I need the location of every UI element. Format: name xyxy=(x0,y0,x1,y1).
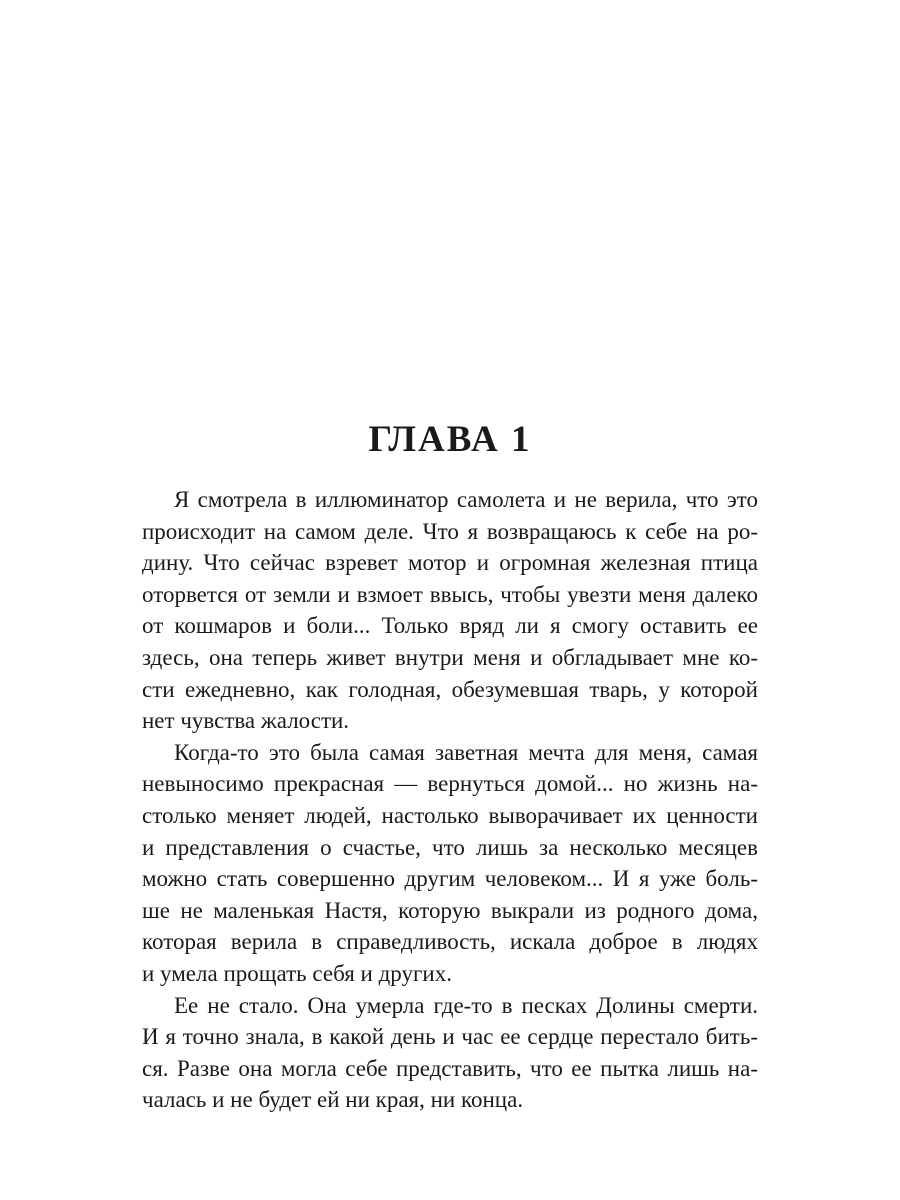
text-line: которая верила в справедливость, искала доброе в людях xyxy=(142,929,758,955)
text-line: здесь, она теперь живет внутри меня и обгладывает мне ко- xyxy=(142,644,758,670)
text-line: невыносимо прекрасная — вернуться домой... но жизнь на- xyxy=(142,771,758,797)
text-line: дину. Что сейчас взревет мотор и огромная железная птица xyxy=(142,550,758,576)
text-line: и умела прощать себя и других. xyxy=(142,960,452,986)
text-line: Ее не стало. Она умерла где-то в песках Долины смерти. xyxy=(174,992,758,1018)
text-line: оторвется от земли и взмоет ввысь, чтобы увезти меня далеко xyxy=(142,581,758,607)
text-line: сти ежедневно, как голодная, обезумевшая тварь, у которой xyxy=(142,676,758,702)
text-line: И я точно знала, в какой день и час ее сердце перестало бить- xyxy=(142,1024,758,1050)
text-line: чалась и не будет ей ни края, ни конца. xyxy=(142,1087,524,1113)
text-line: ся. Разве она могла себе представить, что ее пытка лишь на- xyxy=(142,1055,758,1081)
text-line: Я смотрела в иллюминатор самолета и не верила, что это xyxy=(174,487,758,512)
text-line: от кошмаров и боли... Только вряд ли я смогу оставить ее xyxy=(142,613,758,639)
text-line: можно стать совершенно другим человеком... И я уже боль- xyxy=(142,866,758,892)
paragraph xyxy=(142,484,758,737)
text-line: Когда-то это была самая заветная мечта для меня, самая xyxy=(174,739,758,765)
paragraph xyxy=(142,990,758,1116)
paragraph xyxy=(142,737,758,990)
text-line: происходит на самом деле. Что я возвращаюсь к себе на ро- xyxy=(142,518,758,544)
text-line: нет чувства жалости. xyxy=(142,708,350,734)
text-line: столько меняет людей, настолько выворачивает их ценности xyxy=(142,802,758,828)
chapter-body xyxy=(142,484,758,1116)
text-line: ше не маленькая Настя, которую выкрали из родного дома, xyxy=(142,897,758,923)
text-line: и представления о счастье, что лишь за несколько месяцев xyxy=(142,834,758,860)
chapter-title: ГЛАВА 1 xyxy=(368,419,532,460)
